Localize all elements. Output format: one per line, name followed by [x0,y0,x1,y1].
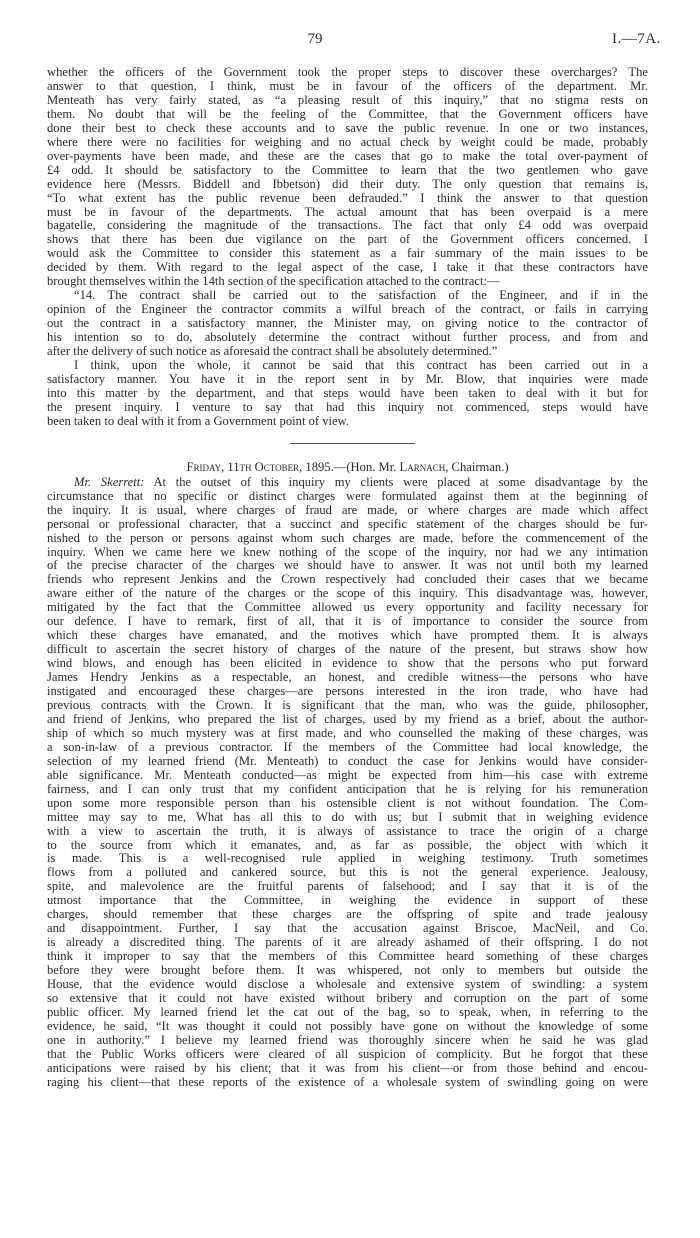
chairman-name: Larnach [399,459,446,474]
text-line: evidence here (Messrs. Biddell and Ibbetson) did their duty. The only question that remains is, [47,176,648,191]
text-line: and disappointment. Further, I say that the accusation against Briscoe, MacNeil, and Co. [47,921,648,936]
text-line: and friend of Jenkins, who prepared the list of charges, used by my friend as a brief, about the author- [47,711,648,726]
text-line: brought themselves within the 14th section of the specification attached to the contract:— [47,274,500,289]
text-line: inquiry. When we came here we knew nothing of the scope of the inquiry, nor had we any intimation [47,544,648,559]
paragraph [47,66,648,289]
text-line: I think, upon the whole, it cannot be said that this contract has been carried out in a [74,358,648,373]
text-line: out the contract in a satisfactory manner, the Minister may, on giving notice to the contractor of [47,316,648,331]
divider-rule [290,443,415,444]
text-line: is already a discredited thing. The parents of it are already ashamed of their offspring. I do not [47,935,648,950]
text-line: them. No doubt that will be the feeling of the Committee, that the Government officers have [47,106,648,121]
evidence-continuation [47,66,648,429]
text-line: public officer. My learned friend let the cat out of the bag, so to speak, when, in referring to the [47,1004,648,1019]
text-line: upon some more responsible person than his ostensible client is not without foundation. The Com- [47,795,648,810]
text-line: done their best to check these accounts and to save the public revenue. In one or two instances, [47,120,648,135]
text-line: “14. The contract shall be carried out to the satisfaction of the Engineer, and if in the [74,288,648,303]
text-line: wind blows, and enough has been elicited in evidence to show that the persons who put forward [47,656,648,671]
text-line: after the delivery of such notice as aforesaid the contract shall be absolutely determined.” [47,344,498,359]
speech-text: At the outset of this inquiry my clients were placed at some disadvantage by the [153,474,648,489]
section-divider [47,429,648,447]
text-line: must be in favour of the departments. The actual amount that has been overpaid is a mere [47,204,648,219]
text-line: nished to the person or persons against whom such charges are made, before the commencement of the [47,530,648,545]
text-line: circumstance that no specific or distinct charges were formulated against them at the beginning of [47,488,648,503]
text-line [47,476,648,490]
text-line: “To what extent has the public revenue been defrauded.” I think the answer to that question [47,190,648,205]
text-line: answer to that question, I think, must be in favour of the officers of the department. Mr. [47,78,648,93]
text-line: the present inquiry. I venture to say that had this inquiry not commenced, steps would have [47,399,648,414]
text-line: previous contracts with the Crown. It is significant that the man, who was the guide, philosopher, [47,697,648,712]
speaker-name: Mr. Skerrett: [74,474,145,489]
text-line: friends who represent Jenkins and the Crown respectively had concluded their cases that we became [47,572,648,587]
text-line: utmost importance that the Committee, in weighing the evidence in support of these [47,893,648,908]
text-line: to the source from which it emanates, and, as far as possible, the object with which it [47,837,648,852]
session-prefix: —(Hon. Mr. [333,459,400,474]
text-line: our defence. I have to remark, first of all, that it is of importance to consider the source from [47,614,648,629]
text-line: aware either of the nature of the charges or the scope of this inquiry. This disadvantage was, however, [47,586,648,601]
text-line: raging his client—that these reports of the existence of a wholesale system of swindling going on were [47,1074,648,1089]
text-line: which these charges have emanated, and the motives which have prompted them. It is always [47,628,648,643]
text-line: able significance. Mr. Menteath conducted—as might be expected from him—his case with extreme [47,767,648,782]
text-line: bagatelle, considering the magnitude of the transactions. The fact that only £4 odd was overpaid [47,218,648,233]
session-date: Friday, 11th October, 1895. [186,459,334,474]
text-line: the inquiry. It is usual, where charges of fraud are made, or where charges are made which affect [47,502,648,517]
text-line: his intention so to do, absolutely determine the contract without further process, and from and [47,330,648,345]
document-reference: I.—7A. [612,31,661,47]
text-line: evidence, he said, “It was thought it could not possibly have gone on without the knowledge of some [47,1018,648,1033]
document-body [47,66,648,1090]
text-line: instigated and encouraged these charges—are persons interested in the iron trade, who have had [47,684,648,699]
paragraph [47,289,648,359]
text-line: of the precise character of the charges we should have to answer. It was not until both my learned [47,558,648,573]
text-line: shows that there has been due vigilance on the part of the Government officers concerned. I [47,232,648,247]
text-line: where there were no facilities for weighing and no actual check by weight could be made, probably [47,134,648,149]
text-line: flows from a polluted and cankered source, but this is not the general experience. Jealousy, [47,865,648,880]
text-line: mittee may say to me, What has all this to do with us; but I submit that in weighing evidence [47,809,648,824]
text-line: decided by them. With regard to the legal aspect of the case, I take it that these contractors have [47,260,648,275]
text-line: ship of which so much mystery was at first made, and who counselled the making of these charges, was [47,725,648,740]
text-line: charges, should remember that these charges are the offspring of spite and trade jealousy [47,907,648,922]
text-line: would ask the Committee to consider this statement as a fair summary of the main issues to be [47,246,648,261]
text-line: fairness, and I can only trust that my confident anticipation that he is relying for his remuneration [47,781,648,796]
text-line: satisfactory manner. You have it in the report sent in by Mr. Blow, that inquiries were made [47,371,648,386]
page-number: 79 [307,31,323,47]
text-line: into this matter by the department, and that steps would have been taken to deal with it but for [47,385,648,400]
text-line: selection of my learned friend (Mr. Menteath) to conduct the case for Jenkins would have consider- [47,753,648,768]
text-line: £4 odd. It should be satisfactory to the Committee to learn that the two gentlemen who gave [47,162,648,177]
text-line: Menteath has very fairly stated, as “a pleasing result of this inquiry,” that no stigma rests on [47,92,648,107]
text-line: been taken to deal with it from a Government point of view. [47,413,350,428]
text-line: anticipations were raised by his client; that it was from his client—or from those behind and encou- [47,1060,648,1075]
text-line: is made. This is a well-recognised rule applied in weighing testimony. Truth sometimes [47,851,648,866]
text-line: one in authority.” I believe my learned friend was thoroughly sincere when he said he was glad [47,1032,648,1047]
text-line: that the Public Works officers were cleared of all suspicion of complicity. But he forgot that these [47,1046,648,1061]
text-line: James Hendry Jenkins as a respectable, an honest, and credible witness—the persons who have [47,670,648,685]
text-line: think it improper to say that the members of this Committee heard something of these charges [47,949,648,964]
session-suffix: , Chairman.) [445,459,509,474]
text-line: spite, and malevolence are the fruitful parents of falsehood; and I say that it is of the [47,879,648,894]
text-line: opinion of the Engineer the contractor commits a wilful breach of the contract, or fails in carrying [47,302,648,317]
text-line: whether the officers of the Government took the proper steps to discover these overcharges? The [47,65,648,79]
text-line: difficult to ascertain the secret history of charges of the nature of the present, but straws show how [47,642,648,657]
session-heading [47,461,648,475]
text-line: mitigated by the fact that the Committee allowed us every opportunity and facility necessary for [47,600,648,615]
text-line: so extensive that it could not have existed without bribery and corruption on the part of some [47,991,648,1005]
text-line: House, that the evidence would disclose a wholesale and extensive system of swindling: a system [47,977,648,992]
speech-paragraph [47,476,648,1090]
paragraph [47,359,648,429]
text-line: a son-in-law of a previous contractor. If the members of the Committee had local knowledge, the [47,739,648,754]
text-line: with a view to ascertain the truth, it is always of assistance to trace the origin of a charge [47,823,648,838]
text-line: before they were brought before them. It was whispered, not only to members but outside the [47,963,648,978]
text-line: over-payments have been made, and these are the cases that go to make the total over-payment of [47,148,648,163]
text-line: personal or professional character, that a succinct and specific statement of the charges should be fur- [47,516,648,531]
